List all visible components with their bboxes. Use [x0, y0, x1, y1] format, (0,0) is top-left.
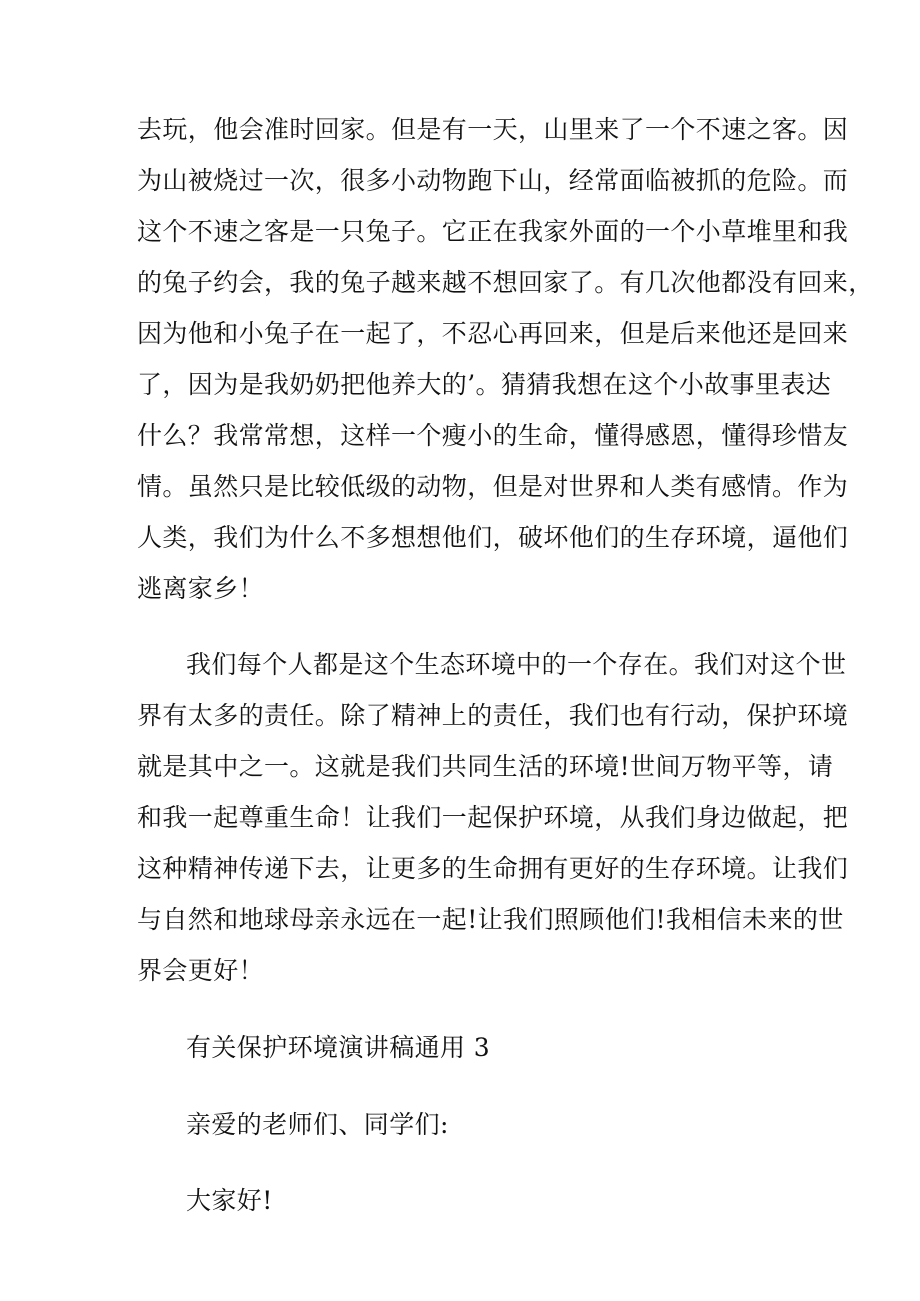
paragraph-1-line: 因为他和小兔子在一起了，不忍心再回来，但是后来他还是回来	[137, 319, 849, 348]
paragraph-1-line: 了，因为是我奶奶把他养大的’。猜猜我想在这个小故事里表达	[137, 370, 832, 399]
paragraph-1-line: 什么？我常常想，这样一个瘦小的生命，懂得感恩，懂得珍惜友	[137, 421, 849, 450]
paragraph-1-line: 这个不速之客是一只兔子。它正在我家外面的一个小草堆里和我	[137, 217, 849, 246]
section-title: 有关保护环境演讲稿通用 3	[186, 1033, 491, 1062]
paragraph-1-line: 人类，我们为什么不多想想他们，破坏他们的生存环境，逼他们	[137, 523, 849, 552]
paragraph-2-line: 和我一起尊重生命！让我们一起保护环境，从我们身边做起，把	[137, 803, 849, 832]
paragraph-2-line: 与自然和地球母亲永远在一起!让我们照顾他们!我相信未来的世	[137, 905, 844, 934]
paragraph-1-line: 逃离家乡！	[137, 574, 265, 603]
paragraph-1-line: 为山被烧过一次，很多小动物跑下山，经常面临被抓的危险。而	[137, 166, 849, 195]
paragraph-2-line: 我们每个人都是这个生态环境中的一个存在。我们对这个世	[186, 650, 847, 679]
paragraph-2-line: 界有太多的责任。除了精神上的责任，我们也有行动，保护环境	[137, 701, 849, 730]
greeting: 大家好!	[186, 1186, 273, 1215]
salutation: 亲爱的老师们、同学们:	[186, 1110, 449, 1139]
paragraph-2-line: 就是其中之一。这就是我们共同生活的环境!世间万物平等，请	[137, 752, 834, 781]
paragraph-2-line: 这种精神传递下去，让更多的生命拥有更好的生存环境。让我们	[137, 854, 849, 883]
paragraph-1-line: 情。虽然只是比较低级的动物，但是对世界和人类有感情。作为	[137, 472, 849, 501]
paragraph-1-line: 去玩，他会准时回家。但是有一天，山里来了一个不速之客。因	[137, 115, 849, 144]
paragraph-2-line: 界会更好！	[137, 956, 265, 985]
paragraph-1-line: 的兔子约会，我的兔子越来越不想回家了。有几次他都没有回来，	[137, 268, 874, 297]
